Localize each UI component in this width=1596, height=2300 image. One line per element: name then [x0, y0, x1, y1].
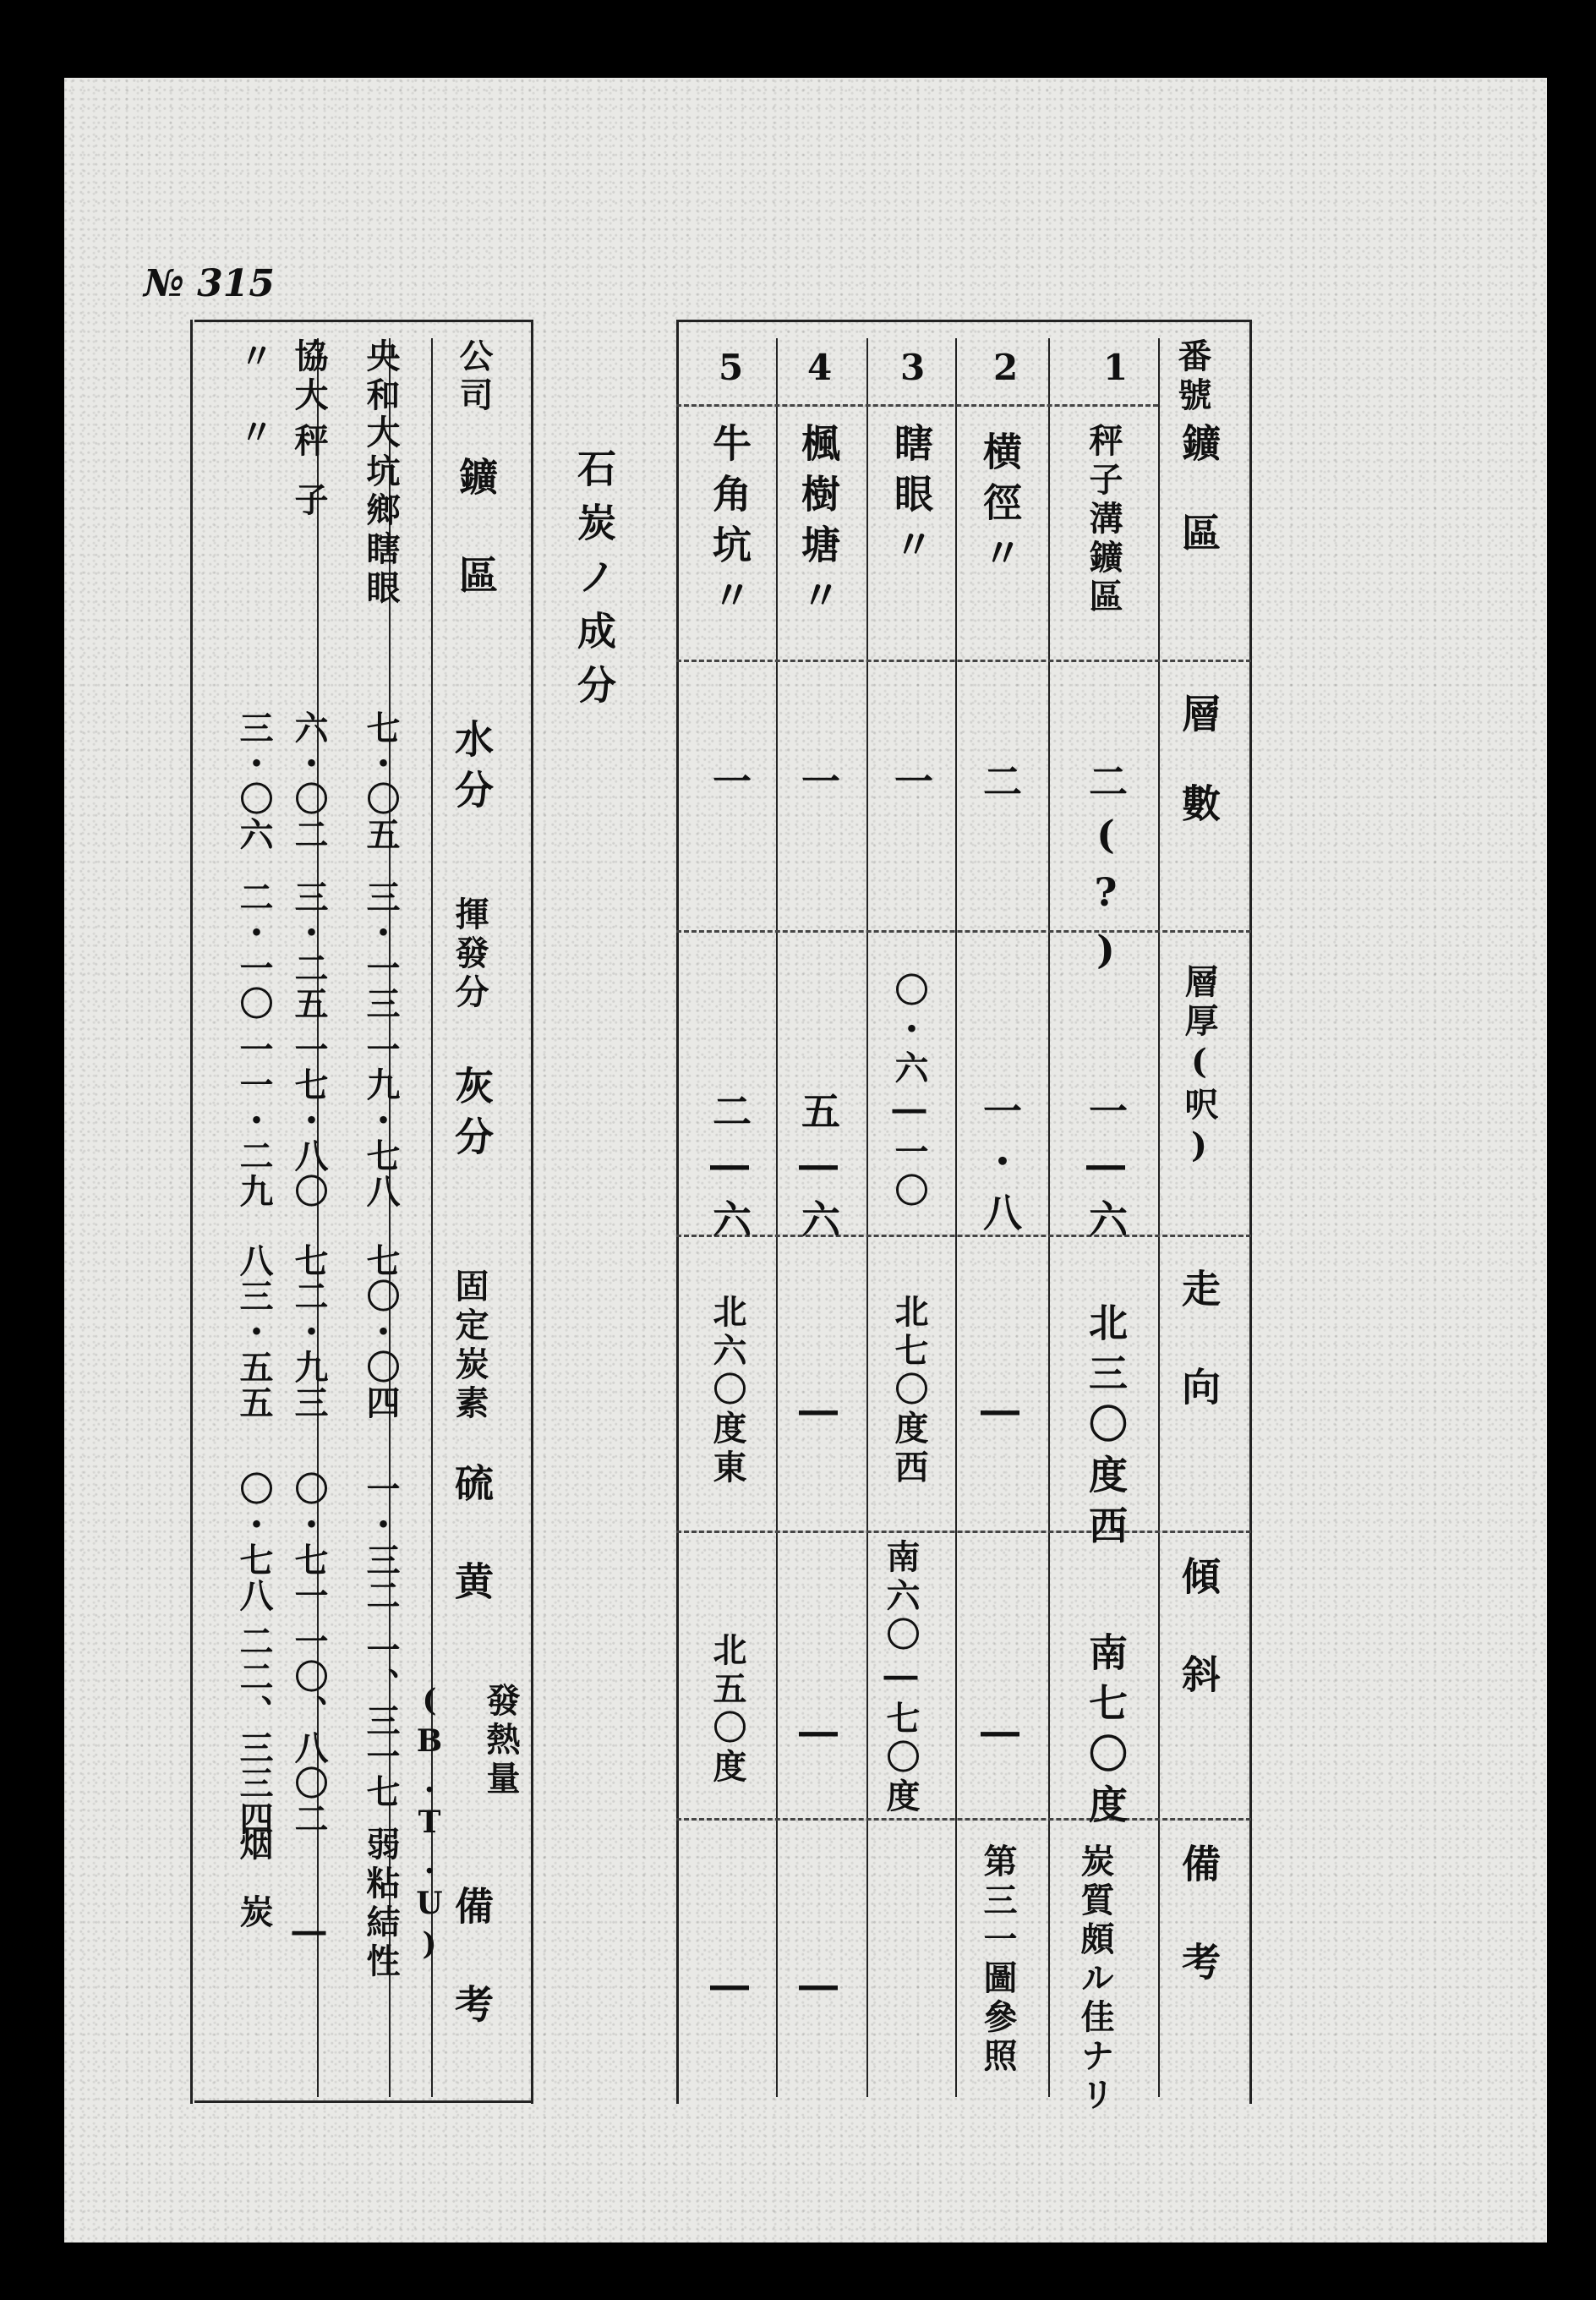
- row1-thickness: 一―六: [1083, 1091, 1129, 1250]
- l-row2-volatile: 三・二五: [289, 879, 329, 1021]
- header-ash: 灰分: [449, 1065, 495, 1167]
- l-row2-ash: 一七・八〇: [289, 1032, 329, 1209]
- header-fixed-carbon: 固定炭素: [450, 1268, 489, 1424]
- header-strike: 走向: [1176, 1268, 1222, 1465]
- row4-thickness: 五―六: [795, 1091, 841, 1250]
- row4-remarks: ―: [795, 1962, 841, 2019]
- header-sulfur: 硫黄: [449, 1463, 495, 1659]
- row5-remarks: ―: [707, 1962, 752, 2019]
- header-remarks: 備考: [1176, 1843, 1222, 2040]
- l-row1-remarks: 弱粘結性: [361, 1826, 401, 1982]
- l-row3-fixed-carbon: 八三・五五: [234, 1243, 274, 1421]
- row4-strike: ―: [795, 1387, 841, 1444]
- row5-thickness: 二―六: [707, 1091, 752, 1250]
- l-row3-company: 〃: [234, 338, 274, 377]
- header-volatile: 揮發分: [450, 896, 489, 1013]
- row3-layers: 一: [888, 761, 934, 812]
- row4-mine: 楓樹塘〃: [795, 423, 841, 626]
- header-remarks-left: 備考: [449, 1886, 495, 2082]
- header-calorific: 發熱量: [481, 1683, 521, 1799]
- row1-mine: 秤子溝鑛區: [1084, 423, 1123, 617]
- l-row1-ash: 一九・七八: [361, 1032, 401, 1209]
- l-row1-sulfur: 一・三二: [361, 1471, 401, 1613]
- row1-remarks: 炭質頗ル佳ナリ: [1075, 1843, 1115, 2116]
- row1-number: 1: [1103, 347, 1129, 388]
- l-row3-volatile: 二・一〇: [234, 879, 274, 1021]
- row3-thickness: 〇・六―一〇: [889, 972, 929, 1212]
- header-mine: 鑛區: [1176, 423, 1222, 602]
- header-layers: 層數: [1176, 693, 1222, 873]
- l-row1-fixed-carbon: 七〇・〇四: [361, 1243, 401, 1421]
- row3-number: 3: [900, 347, 926, 388]
- header-btu: (B.T.U): [412, 1683, 447, 1967]
- l-row2-fixed-carbon: 七二・九三: [289, 1243, 329, 1421]
- row2-strike: ―: [977, 1387, 1023, 1444]
- l-row3-calorific: 二二、三三四: [234, 1624, 274, 1837]
- l-row2-company: 協大: [289, 338, 329, 416]
- row2-number: 2: [993, 347, 1019, 388]
- header-thickness: 層厚(呎): [1179, 964, 1219, 1170]
- l-row1-mine: 大坑鄉瞎眼: [361, 414, 401, 609]
- row1-strike: 北三〇度西: [1083, 1302, 1129, 1556]
- l-row1-volatile: 三・一三: [361, 879, 401, 1021]
- row3-dip: 南六〇―七〇度: [881, 1539, 921, 1817]
- l-row3-ash: 一一・二九: [234, 1032, 274, 1209]
- l-row2-mine: 秤子: [289, 423, 329, 541]
- header-dip: 傾斜: [1176, 1556, 1222, 1752]
- l-row3-remarks: 烟炭: [234, 1826, 274, 1962]
- row2-dip: ―: [977, 1708, 1023, 1766]
- l-row3-water: 三・〇六: [234, 710, 274, 852]
- header-number: 番號: [1172, 338, 1212, 416]
- row4-layers: 一: [795, 761, 841, 812]
- l-row2-sulfur: 〇・七一: [289, 1471, 329, 1613]
- row5-strike: 北六〇度東: [708, 1294, 747, 1488]
- l-row3-mine: 〃: [234, 414, 274, 453]
- row5-number: 5: [719, 347, 744, 388]
- row4-dip: ―: [795, 1708, 841, 1766]
- row5-mine: 牛角坑〃: [707, 423, 752, 626]
- row1-layers: 二(?): [1083, 761, 1129, 984]
- row2-mine: 横徑〃: [977, 431, 1023, 583]
- header-company: 公司: [454, 338, 494, 416]
- page-number: № 315: [144, 262, 275, 305]
- row5-layers: 一: [707, 761, 752, 812]
- row5-dip: 北五〇度: [708, 1632, 747, 1788]
- l-row3-sulfur: 〇・七八: [234, 1471, 274, 1613]
- row2-layers: 二: [977, 761, 1023, 812]
- l-row1-calorific: 一、三一七: [361, 1632, 401, 1810]
- row3-strike: 北七〇度西: [889, 1294, 929, 1488]
- l-row2-water: 六・〇二: [289, 710, 329, 852]
- l-row2-remarks: ―: [289, 1911, 329, 1956]
- section-title: 石炭ノ成分: [571, 448, 617, 719]
- header-water: 水分: [449, 719, 495, 820]
- row2-thickness: 一・八: [977, 1091, 1023, 1243]
- row1-dip: 南七〇度: [1083, 1632, 1129, 1835]
- l-row2-calorific: 一〇、八〇二: [289, 1624, 329, 1837]
- l-row1-water: 七・〇五: [361, 710, 401, 852]
- header-mine-left: 鑛區: [453, 457, 499, 653]
- row4-number: 4: [807, 347, 833, 388]
- row2-remarks: 第三一圖參照: [978, 1843, 1018, 2077]
- l-row1-company: 央和: [361, 338, 401, 416]
- row3-mine: 瞎眼〃: [888, 423, 934, 575]
